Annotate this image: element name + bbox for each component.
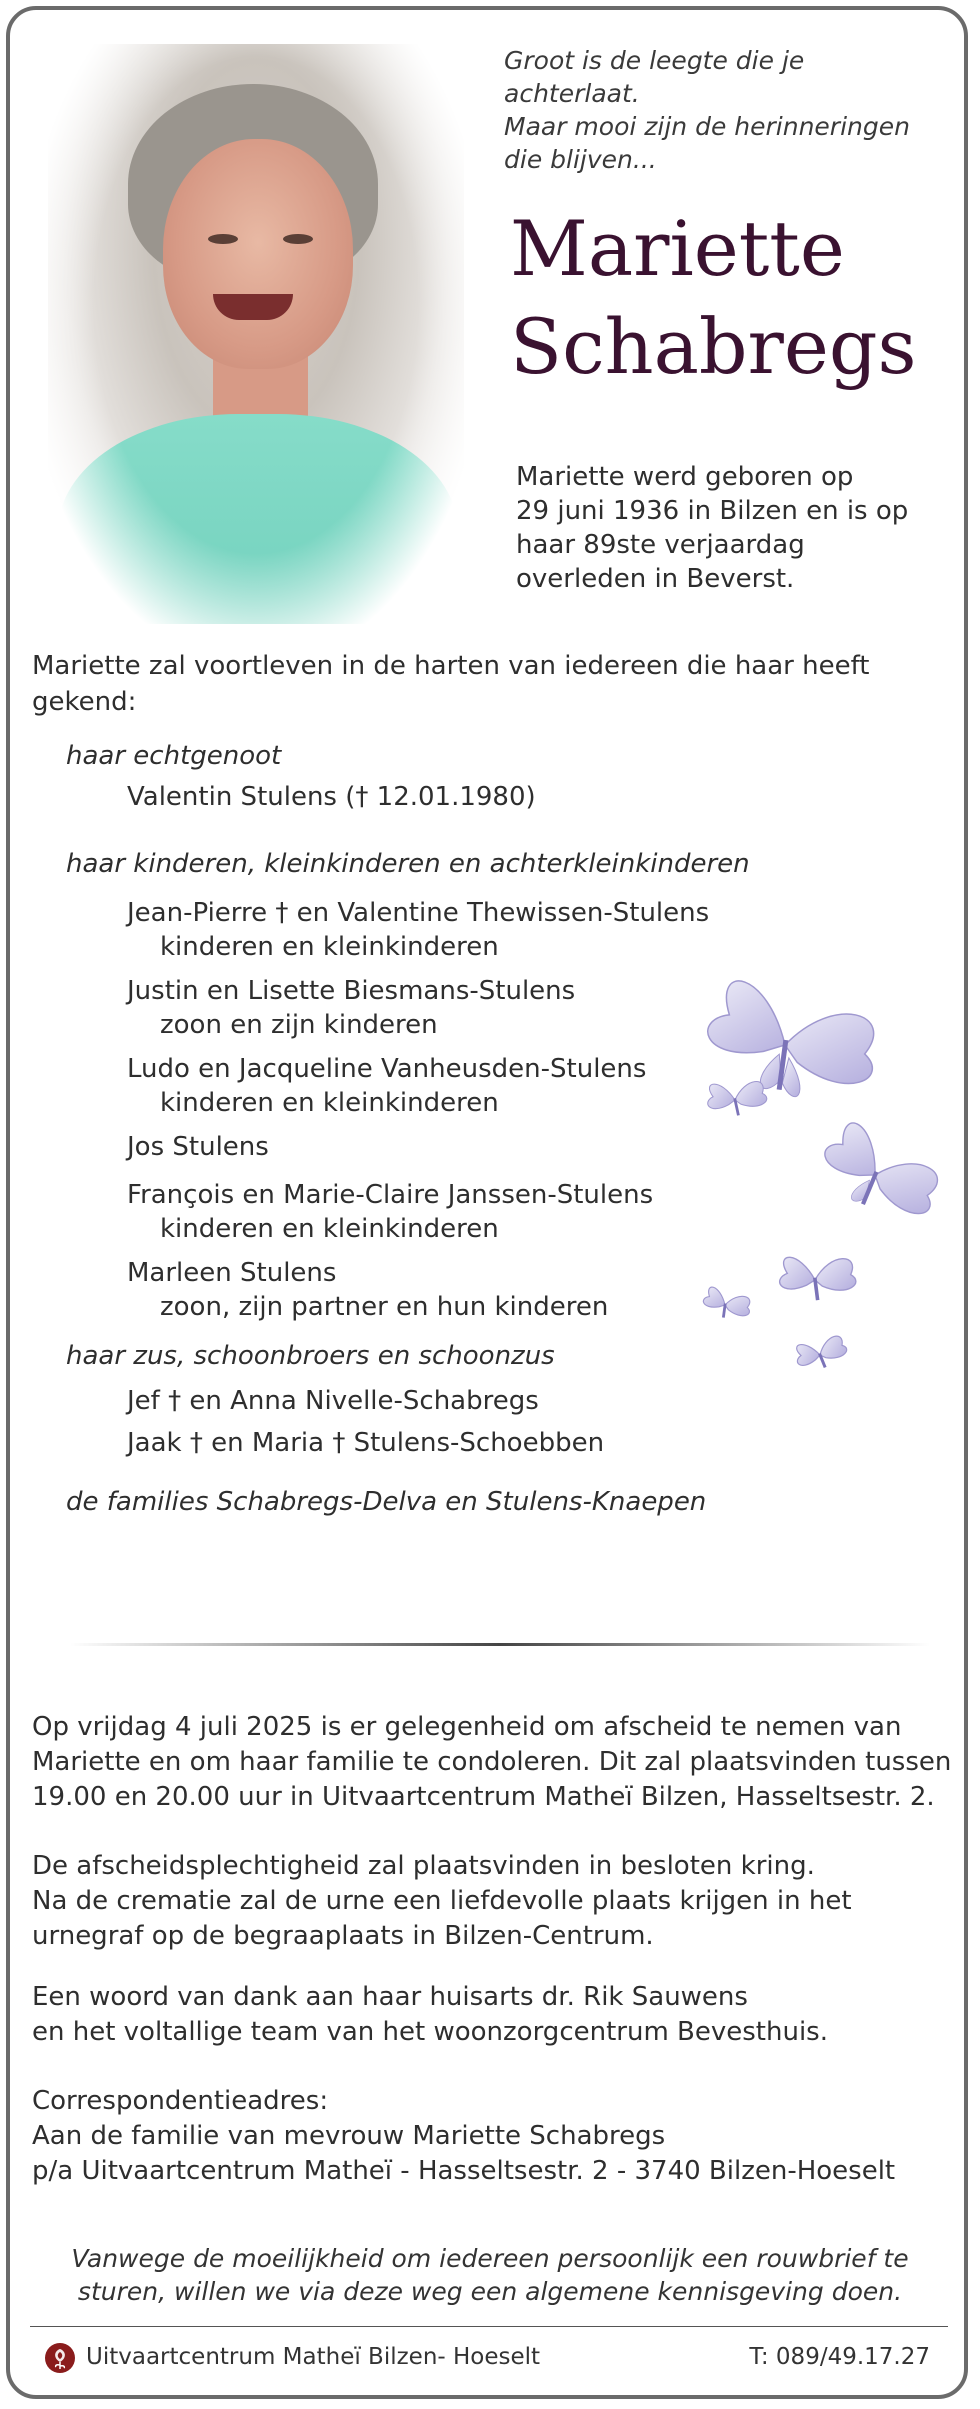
butterfly-icon <box>811 1117 948 1231</box>
butterfly-icon <box>778 1252 858 1304</box>
child-descendants: kinderen en kleinkinderen <box>160 1214 499 1244</box>
first-name: Mariette <box>510 204 845 293</box>
spouse-title: haar echtgenoot <box>66 741 282 771</box>
sibling-name: Jaak † en Maria † Stulens-Schoebben <box>127 1428 605 1458</box>
child-name: Jean-Pierre † en Valentine Thewissen-Stulens <box>127 898 710 928</box>
closing-note: Vanwege de moeilijkheid om iedereen persoonlijk een rouwbrief te sturen, willen we via deze weg een algemene kennisgeving doen. <box>71 2244 909 2306</box>
child-name: Ludo en Jacqueline Vanheusden-Stulens <box>127 1054 647 1084</box>
child-descendants: kinderen en kleinkinderen <box>160 932 499 962</box>
children-title: haar kinderen, kleinkinderen en achterkleinkinderen <box>66 849 750 879</box>
footer <box>44 2340 944 2380</box>
butterfly-icon <box>792 1330 850 1376</box>
ceremony-paragraph: De afscheidsplechtigheid zal plaatsvinden in besloten kring. Na de crematie zal de urne een liefdevolle plaats krijgen in het urnegraf op de begraaplaats in Bilzen-Centrum. <box>32 1851 852 1951</box>
siblings-title: haar zus, schoonbroers en schoonzus <box>66 1341 555 1371</box>
butterfly-icon <box>701 1286 752 1322</box>
portrait-photo <box>48 44 464 624</box>
last-name: Schabregs <box>510 302 917 391</box>
funeral-home-name: Uitvaartcentrum Matheï Bilzen- Hoeselt <box>86 2344 541 2370</box>
child-name: Marleen Stulens <box>127 1258 337 1288</box>
farewell-notice <box>32 1710 952 2215</box>
child-descendants: kinderen en kleinkinderen <box>160 1088 499 1118</box>
section-divider <box>70 1643 930 1646</box>
rose-logo-icon <box>44 2342 76 2374</box>
funeral-home-phone: T: 089/49.17.27 <box>749 2344 930 2370</box>
child-descendants: zoon, zijn partner en hun kinderen <box>160 1292 609 1322</box>
butterfly-icon <box>699 977 883 1109</box>
child-name: Jos Stulens <box>127 1132 269 1162</box>
memorial-quote: Groot is de leegte die je achterlaat. Maar mooi zijn de herinneringen die blijven... <box>504 46 910 174</box>
correspondence-address: Correspondentieadres: Aan de familie van mevrouw Mariette Schabregs p/a Uitvaartcentrum Matheï - Hasseltsestr. 2 - 3740 Bilzen-Hoeselt <box>32 2086 896 2186</box>
deceased-name <box>510 200 950 396</box>
spouse-name: Valentin Stulens († 12.01.1980) <box>127 782 536 812</box>
butterfly-icon <box>705 1075 769 1120</box>
child-name: Justin en Lisette Biesmans-Stulens <box>127 976 576 1006</box>
child-descendants: zoon en zijn kinderen <box>160 1010 438 1040</box>
lead-text: Mariette zal voortleven in de harten van iedereen die haar heeft gekend: <box>32 651 870 717</box>
sibling-name: Jef † en Anna Nivelle-Schabregs <box>127 1386 539 1416</box>
thanks-paragraph: Een woord van dank aan haar huisarts dr. Rik Sauwens en het voltallige team van het woonzorgcentrum Bevesthuis. <box>32 1982 828 2047</box>
butterfly-decoration <box>690 960 970 1390</box>
visitation-paragraph: Op vrijdag 4 juli 2025 is er gelegenheid om afscheid te nemen van Mariette en om haar familie te condoleren. Dit zal plaatsvinden tussen 19.00 en 20.00 uur in Uitvaartcentrum Matheï Bilzen, Hasseltsestr. 2. <box>32 1712 952 1812</box>
footer-divider <box>30 2326 948 2327</box>
child-name: François en Marie-Claire Janssen-Stulens <box>127 1180 654 1210</box>
families-line: de families Schabregs-Delva en Stulens-Knaepen <box>66 1487 707 1517</box>
birth-death-intro: Mariette werd geboren op 29 juni 1936 in Bilzen en is op haar 89ste verjaardag overleden in Beverst. <box>516 462 909 594</box>
